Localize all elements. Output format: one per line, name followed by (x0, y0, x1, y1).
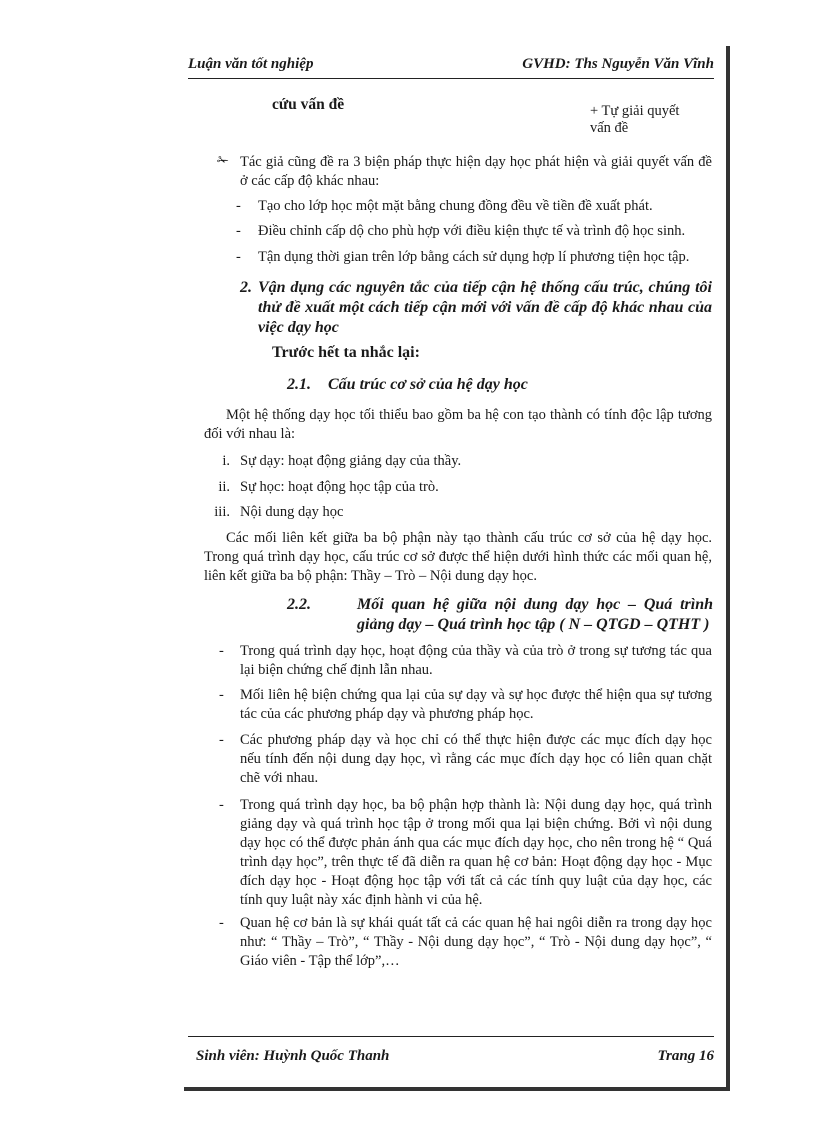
bullet-item-1: Tạo cho lớp học một mặt bằng chung đồng đều về tiền đề xuất phát. (258, 198, 653, 214)
section-2-2-item-1: Trong quá trình dạy học, hoạt động của thầy và của trò ở trong sự tương tác qua lại biện chứng chế định lẫn nhau. (240, 643, 712, 678)
section-2-1-paragraph-2: Các mối liên kết giữa ba bộ phận này tạo thành cấu trúc cơ sở của hệ dạy học. Trong quá trình dạy học, cấu trúc cơ sở được thể hiện dưới hình thức các mối quan hệ, liên kết giữa ba bộ phận: Thầy – Trò – Nội dung dạy học. (204, 530, 712, 584)
dash-marker: - (236, 198, 241, 214)
list-marker-3: iii. (214, 504, 230, 520)
section-2-2-title-line-2: giảng dạy – Quá trình học tập ( N – QTGD – QTHT ) (357, 616, 710, 633)
header-rule (188, 78, 714, 79)
dash-marker: - (219, 643, 224, 659)
dash-marker: - (236, 249, 241, 265)
section-2-1-paragraph: Một hệ thống dạy học tối thiểu bao gồm ba hệ con tạo thành có tính độc lập tương đối với nhau là: (204, 407, 712, 442)
page-footer (196, 1048, 714, 1065)
bullet-item-3: Tận dụng thời gian trên lớp bằng cách sử dụng hợp lí phương tiện học tập. (258, 249, 690, 265)
recall-heading: Trước hết ta nhắc lại: (272, 344, 420, 361)
section-2-2-item-3: Các phương pháp dạy và học chỉ có thể thực hiện được các mục đích dạy học nếu tính đến nội dung dạy học, vì rằng các mục đích dạy học có liên quan chặt chẽ với nhau. (240, 732, 712, 786)
bullet-item-2: Điều chỉnh cấp dộ cho phù hợp với điều kiện thực tế và trình độ học sinh. (258, 223, 686, 239)
section-2-2-item-2: Mối liên hệ biện chứng qua lại của sự dạy và sự học được thể hiện qua sự tương tác của các phương pháp dạy và phương pháp học. (240, 687, 712, 722)
table-cell-left: cứu vấn đề (272, 96, 345, 113)
section-2-2-title-line-1: Mối quan hệ giữa nội dung dạy học – Quá trình (357, 596, 713, 613)
dash-marker: - (219, 732, 224, 748)
header-right: GVHD: Ths Nguyễn Văn Vĩnh (522, 56, 714, 72)
table-cell-right: + Tự giải quyết vấn đề (590, 103, 680, 136)
section-2-2-number: 2.2. (287, 596, 311, 613)
footer-left: Sinh viên: Huỳnh Quốc Thanh (196, 1048, 390, 1064)
list-marker-2: ii. (218, 479, 230, 495)
footer-rule (188, 1036, 714, 1037)
list-item-2: Sự học: hoạt động học tập của trò. (240, 479, 439, 495)
page-header (188, 56, 714, 73)
dash-marker: - (236, 223, 241, 239)
list-item-3: Nội dung dạy học (240, 504, 344, 520)
section-2-number: 2. (240, 279, 252, 296)
dash-marker: - (219, 687, 224, 703)
section-2-1-title: Cấu trúc cơ sở của hệ dạy học (328, 376, 528, 393)
header-left: Luận văn tốt nghiệp (188, 56, 314, 72)
list-marker-1: i. (222, 453, 230, 469)
list-item-1: Sự dạy: hoạt động giảng dạy của thầy. (240, 453, 462, 469)
scissors-bullet-icon: ✁ (217, 154, 229, 169)
section-2-2-item-4: Trong quá trình dạy học, ba bộ phận hợp thành là: Nội dung dạy học, quá trình giảng dạy và quá trình học tập ở trong mối qua lại biện chứng. Bởi vì nội dung dạy học có thể được phản ánh qua các mục đích dạy học, cho nên trong hệ “ Quá trình dạy học”, trên thực tế đã diễn ra quan hệ cơ bản: Hoạt động dạy học - Mục đích dạy học - Hoạt động học tập với tất cả các tính quy luật của dạy học, các tính quy luật này xác định hành vi của hệ. (240, 797, 712, 908)
footer-right: Trang 16 (657, 1048, 714, 1064)
section-2-title: Vận dụng các nguyên tắc của tiếp cận hệ thống cấu trúc, chúng tôi thử đề xuất một cách tiếp cận mới với vấn đề cấp độ khác nhau của việc dạy học (258, 279, 712, 336)
dash-marker: - (219, 797, 224, 813)
section-2-1-number: 2.1. (287, 376, 311, 393)
dash-marker: - (219, 915, 224, 931)
section-2-2-item-5: Quan hệ cơ bản là sự khái quát tất cả các quan hệ hai ngôi diễn ra trong dạy học như: “ Thầy – Trò”, “ Thầy - Nội dung dạy học”, “ Trò - Nội dung dạy học”, “ Giáo viên - Tập thể lớp”,… (240, 915, 712, 969)
bullet-intro: Tác giả cũng đề ra 3 biện pháp thực hiện dạy học phát hiện và giải quyết vấn đề ở các cấp độ khác nhau: (240, 154, 712, 189)
